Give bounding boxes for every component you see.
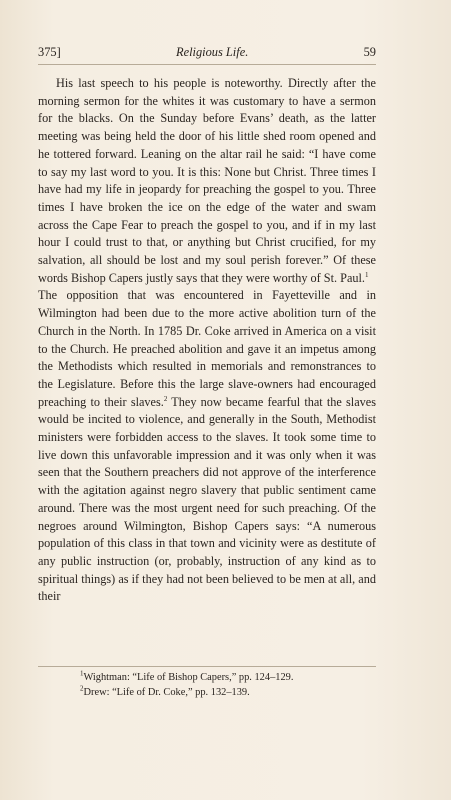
footnote-1 [80,670,380,685]
body-text [38,75,376,606]
footnote-1-text: Wightman: “Life of Bishop Capers,” pp. 124–129. [83,672,294,683]
page-section-marker: 375] [38,45,61,59]
footnote-2 [80,685,380,700]
paragraph-2-text-a: The opposition that was encountered in Fayetteville and in Wilmington had been due to the more active abolition turn of the Church in the North. In 1785 Dr. Coke arrived in America on a visit to the Church. He preached abolition and gave it an impetus among the Methodists which resulted in memorials and remonstrances to the Legislature. Before this the large slave-owners had encouraged preaching to their slaves. [38,288,376,409]
header-rule [38,64,376,65]
paragraph-1 [38,75,376,287]
paragraph-2-text-b: They now became fearful that the slaves would be incited to violence, and generally in the South, Methodist ministers were forbidden access to the slaves. It took some time to live down this unfavorable impression and it was only when it was seen that the Southern preachers did not approve of the interference with the agitation against negro slavery that public sentiment came around. There was the most urgent need for such preaching. Of the negroes around Wilmington, Bishop Capers says: “A numerous population of this class in that town and vicinity were as destitute of any public instruction (or, probably, instruction of any kind as to spiritual things) as if they had not been believed to be men at all, and their [38,394,376,604]
page-number: 59 [363,45,376,59]
footnote-rule [38,666,376,667]
footnote-2-text: Drew: “Life of Dr. Coke,” pp. 132–139. [83,687,250,698]
paragraph-1-text: His last speech to his people is noteworthy. Directly after the morning sermon for the whites it was customary to have a sermon for the blacks. On the Sunday before Evans’ death, as the latter meeting was being held the door of his little shed room opened and he tottered forward. Leaning on the altar rail he said: “I have come to say my last word to you. It is this: None but Christ. Three times I have had my life in jeopardy for preaching the gospel to you. Three times I have broken the ice on the edge of the water and swam across the Cape Fear to preach the gospel to you, and if in my last hour I could trust to that, or anything but Christ crucified, for my salvation, all should be lost and my soul perish forever.” Of these words Bishop Capers justly says that they were worthy of St. Paul. [38,76,376,285]
footnote-1-mark: 1 [80,669,84,678]
footnote-ref-2: 2 [163,394,168,403]
paragraph-2 [38,287,376,606]
footnote-ref-1: 1 [364,270,369,279]
running-title: Religious Life. [176,45,249,59]
running-head [38,44,376,60]
footnotes [80,670,380,700]
footnote-2-mark: 2 [80,684,84,693]
